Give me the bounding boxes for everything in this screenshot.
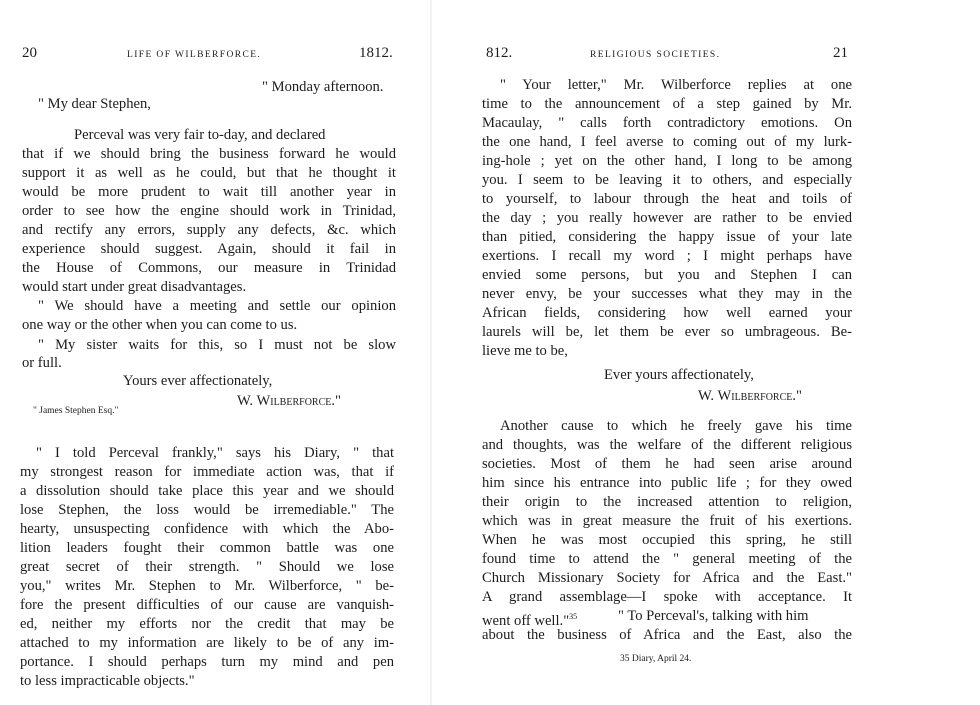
right-year: 812. bbox=[486, 45, 513, 61]
body-line: portance. I should perhaps turn my mind and pen bbox=[20, 654, 394, 670]
body-line: lose Stephen, the loss would be irremediable." The bbox=[20, 502, 394, 518]
letter-line: " We should have a meeting and settle our opinion bbox=[38, 298, 396, 314]
letter-line: or full. bbox=[22, 355, 62, 371]
letter-line: that if we should bring the business forward he would bbox=[22, 146, 396, 162]
reply-line: time to the announcement of a step gained by Mr. bbox=[482, 96, 852, 112]
letter-line: and rectify any errors, supply any defects, &c. which bbox=[22, 222, 396, 238]
reply-line: lieve me to be, bbox=[482, 343, 568, 359]
letter-line: support it as well as he could, but that he thought it bbox=[22, 165, 396, 181]
body-line: which was in great measure the fruit of his exertions. bbox=[482, 513, 852, 529]
footnote: 35 Diary, April 24. bbox=[620, 654, 692, 664]
body-line: their origin to the increased attention to religion, bbox=[482, 494, 852, 510]
body-line: a dissolution should take place this year and we should bbox=[20, 483, 394, 499]
letter-line: would start under great disadvantages. bbox=[22, 279, 247, 295]
left-running-head: LIFE OF WILBERFORCE. bbox=[127, 50, 262, 60]
body-line: him since his entrance into public life ; for they owed bbox=[482, 475, 852, 491]
reply-line: to yourself, to labour through the heat and toils of bbox=[482, 191, 852, 207]
body-line: fore the present difficulties of our cause are vanquish- bbox=[20, 597, 394, 613]
body-line: to less impracticable objects." bbox=[20, 673, 195, 689]
reply-line: ing-hole ; yet on the other hand, I long to be among bbox=[482, 153, 852, 169]
letter-closing: Yours ever affectionately, bbox=[123, 373, 273, 389]
body-line: great secret of their strength. " Should we lose bbox=[20, 559, 394, 575]
letter-dateline: " Monday afternoon. bbox=[262, 79, 384, 95]
footnote-ref: 35 bbox=[569, 612, 578, 621]
reply-line: the day ; you really however are rather to be envied bbox=[482, 210, 852, 226]
letter-addressee: " James Stephen Esq." bbox=[33, 406, 119, 416]
body-line: my strongest reason for immediate action was, that if bbox=[20, 464, 394, 480]
letter-line: experience should suggest. Again, should it fail in bbox=[22, 241, 396, 257]
reply-line: exertions. I recall my word ; I might perhaps have bbox=[482, 248, 852, 264]
body-line-segment: " To Perceval's, talking with him bbox=[618, 608, 809, 624]
letter-line: the House of Commons, our measure in Trinidad bbox=[22, 260, 396, 276]
body-line: When he was most occupied this spring, he still bbox=[482, 532, 852, 548]
reply-line: you. I seem to be leaving it to others, and especially bbox=[482, 172, 852, 188]
reply-signature: W. Wilberforce." bbox=[698, 388, 802, 404]
letter-line: Perceval was very fair to-day, and declared bbox=[74, 127, 326, 143]
body-line: and thoughts, was the welfare of the different religious bbox=[482, 437, 852, 453]
body-line: hearty, unsuspecting confidence with which the Abo- bbox=[20, 521, 394, 537]
reply-line: envied some persons, but you and Stephen I can bbox=[482, 267, 852, 283]
left-page-number: 20 bbox=[22, 45, 37, 61]
right-page bbox=[470, 0, 870, 705]
letter-line: order to see how the engine should work in Trinidad, bbox=[22, 203, 396, 219]
reply-line: laurels will be, let them be ever so umbrageous. Be- bbox=[482, 324, 852, 340]
body-line-segment: went off well." bbox=[482, 612, 570, 629]
letter-line: one way or the other when you can come to us. bbox=[22, 317, 298, 333]
body-line: ed, neither my efforts nor the credit that may be bbox=[20, 616, 394, 632]
reply-line: Macaulay, " calls forth contradictory emotions. On bbox=[482, 115, 852, 131]
body-line: " I told Perceval frankly," says his Diary, " that bbox=[36, 445, 394, 461]
letter-salutation: " My dear Stephen, bbox=[38, 96, 151, 112]
letter-line: " My sister waits for this, so I must not be slow bbox=[38, 337, 396, 353]
letter-signature: W. Wilberforce." bbox=[237, 393, 341, 409]
body-line: lition leaders fought their common battle was one bbox=[20, 540, 394, 556]
body-line: about the business of Africa and the East, also the bbox=[482, 627, 852, 643]
reply-line: never envy, be your successes what they may in the bbox=[482, 286, 852, 302]
body-line: found time to attend the " general meeting of the bbox=[482, 551, 852, 567]
body-line: attached to my information are likely to be of any im- bbox=[20, 635, 394, 651]
body-line: A grand assemblage—I spoke with acceptance. It bbox=[482, 589, 852, 605]
body-line: Church Missionary Society for Africa and the East." bbox=[482, 570, 852, 586]
body-line: societies. Most of them he had seen arise around bbox=[482, 456, 852, 472]
body-line: you," writes Mr. Stephen to Mr. Wilberforce, " be- bbox=[20, 578, 394, 594]
reply-line: than pitied, considering the happy issue of your late bbox=[482, 229, 852, 245]
body-line: Another cause to which he freely gave his time bbox=[500, 418, 852, 434]
right-running-head: RELIGIOUS SOCIETIES. bbox=[590, 50, 721, 60]
reply-line: African fields, considering how well earned your bbox=[482, 305, 852, 321]
reply-line: " Your letter," Mr. Wilberforce replies at one bbox=[500, 77, 852, 93]
reply-closing: Ever yours affectionately, bbox=[604, 367, 754, 383]
right-page-number: 21 bbox=[833, 45, 848, 61]
reply-line: the one hand, I feel averse to coming out of my lurk- bbox=[482, 134, 852, 150]
left-page bbox=[0, 0, 412, 705]
letter-line: would be more prudent to wait till another year in bbox=[22, 184, 396, 200]
page-gutter bbox=[430, 0, 432, 705]
left-year: 1812. bbox=[359, 45, 393, 61]
